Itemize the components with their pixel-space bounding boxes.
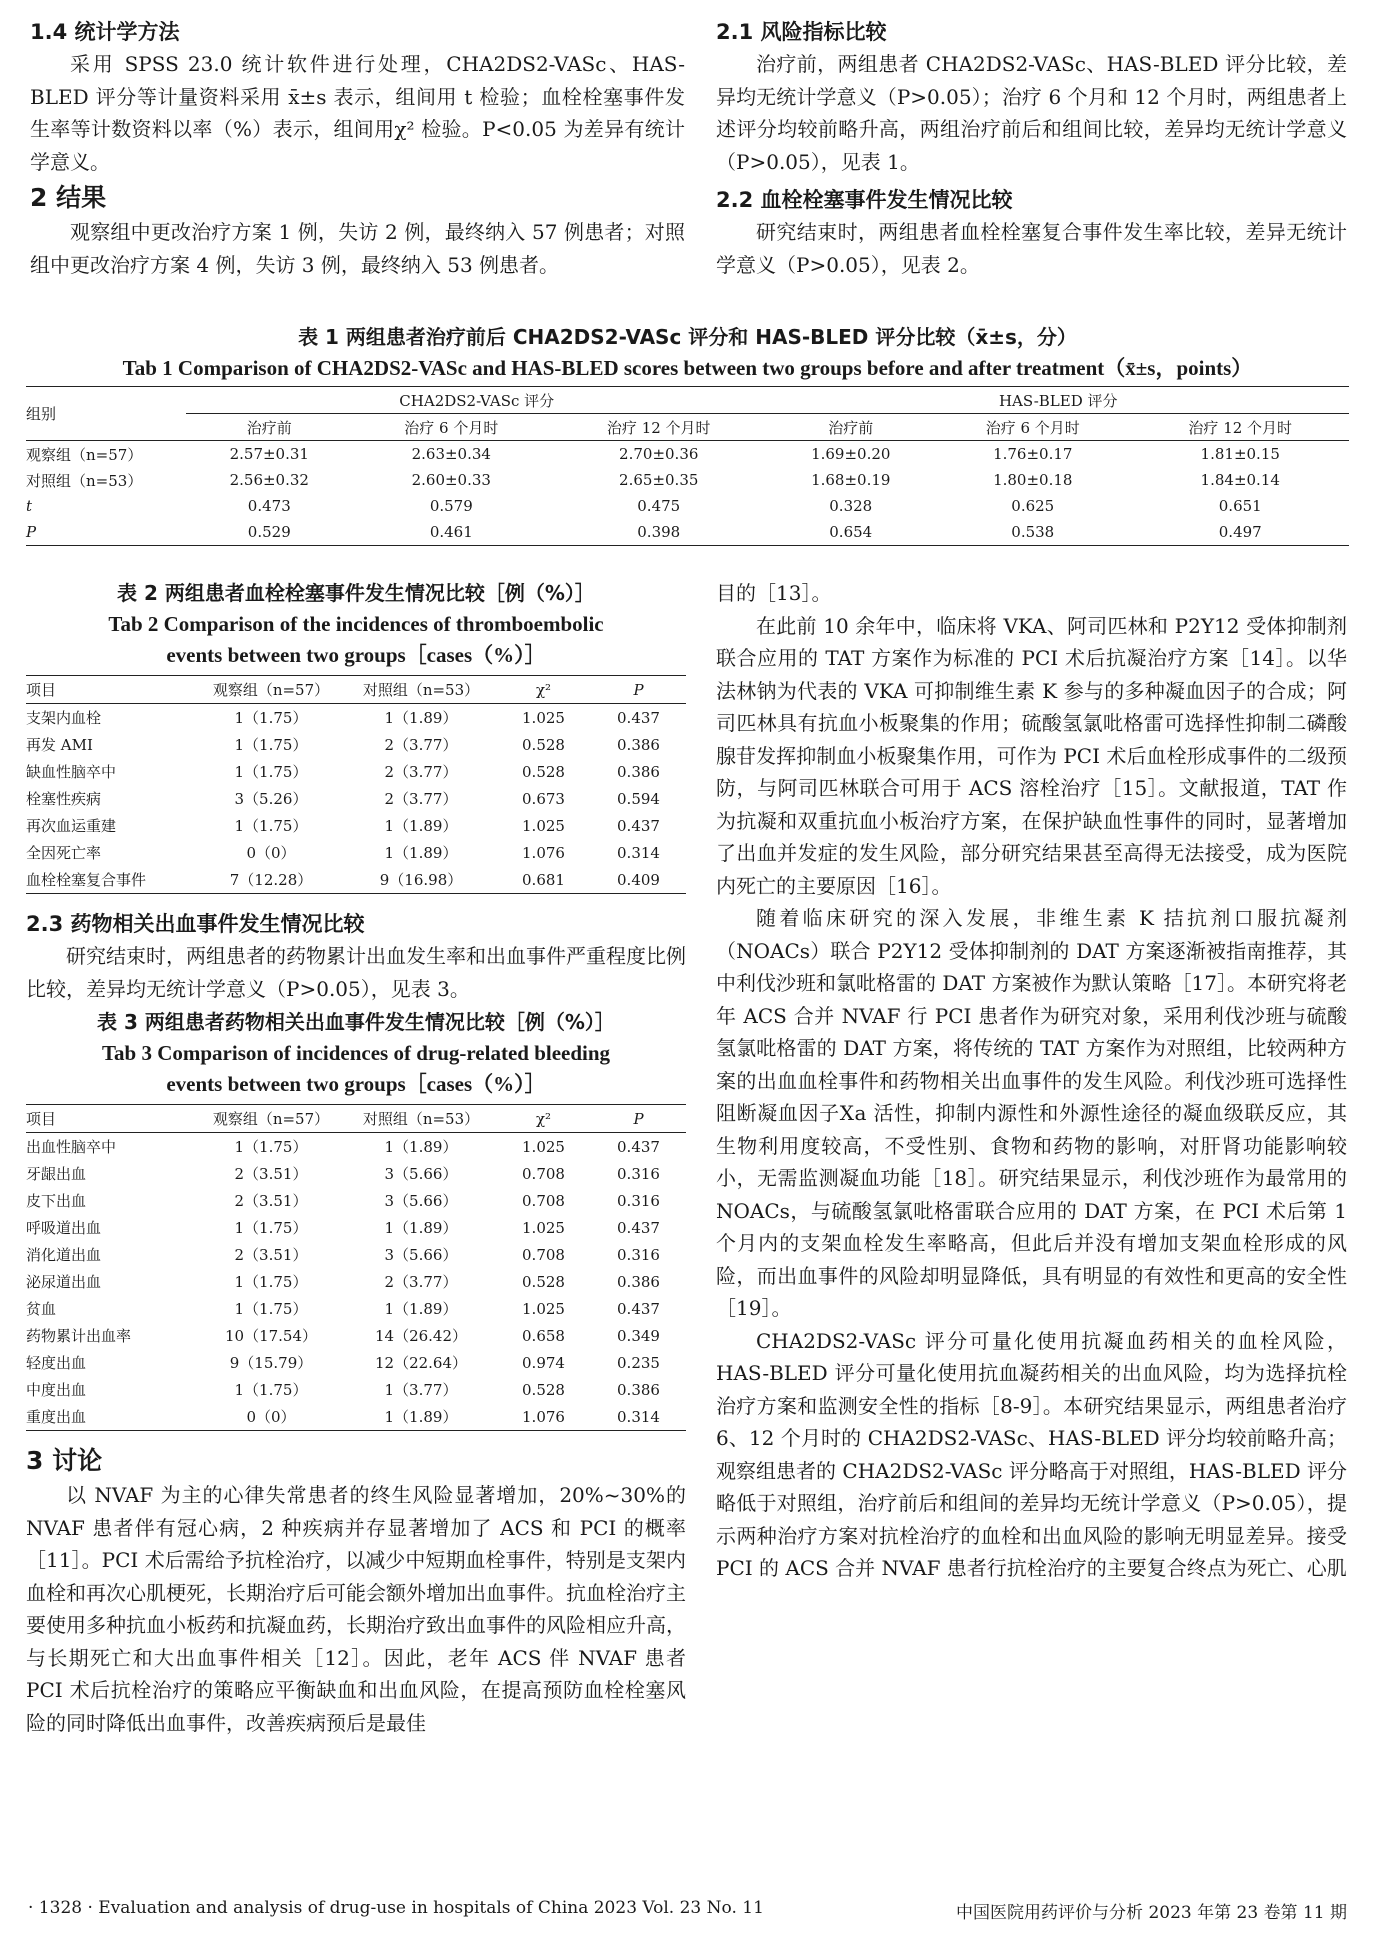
table-1-cell: 0.654 [829,523,873,541]
table-2-cell: 1.025 [522,816,565,835]
table-3-cell: 1（1.75） [234,1138,308,1156]
table-3-cell: 1（1.89） [384,1219,458,1237]
table-1-row-label: t [26,497,33,515]
table-3-cell: 0.528 [522,1272,565,1291]
table-3-cell: 2（3.51） [234,1192,308,1210]
table-3-cell: 贫血 [26,1300,57,1318]
table-row [26,1187,686,1214]
table-3-cell: 3（5.66） [384,1192,458,1210]
table-1-cell: 1.76±0.17 [993,445,1073,463]
table-2-cell: 1（1.89） [384,817,458,835]
table-row [26,1214,686,1241]
table-1-cell: 0.497 [1218,523,1262,541]
table-1-cell: 2.60±0.33 [411,471,491,489]
table-1-subheader: 治疗前 [246,418,292,437]
table-3-cell: 皮下出血 [26,1192,87,1210]
section-3-heading: 3 讨论 [26,1446,103,1475]
table-3-cell: 0.316 [617,1245,660,1264]
table-3-cell: 1.025 [522,1137,565,1156]
table-2-cell: 再次血运重建 [26,817,117,835]
table-1-cell: 1.81±0.15 [1200,445,1280,463]
table-3-cell: 1（1.75） [234,1300,308,1318]
section-1-4-heading: 1.4 统计学方法 [30,20,180,44]
table-row [26,1295,686,1322]
table-2-cell: 2（3.77） [384,763,458,781]
table-2-header: P [633,680,644,699]
table-3-cell: 0.437 [617,1299,660,1318]
table-1-row-label: 对照组（n=53） [26,471,143,490]
table-row [26,839,686,866]
table-1-span-cha: CHA2DS2-VASc 评分 [186,387,767,414]
section-1-4-text: 采用 SPSS 23.0 统计软件进行处理，CHA2DS2-VASc、HAS-BLED 评分等计量资料采用 x̄±s 表示，组间用 t 检验；血栓栓塞事件发生率等计数资料以率（%）表示，组间用χ² 检验。P<0.05 为差异有统计学意义。 [30,52,685,174]
table-row [26,1322,686,1349]
table-3-cell: 1.025 [522,1299,565,1318]
table-2-header: 项目 [26,681,57,699]
table-3-cell: 1.025 [522,1218,565,1237]
table-1 [26,386,1349,546]
table-3-cell: 0.437 [617,1137,660,1156]
table-row [26,1241,686,1268]
table-2-cell: 0（0） [246,844,296,862]
section-2-2-heading: 2.2 血栓栓塞事件发生情况比较 [716,188,1013,212]
section-2-3-text: 研究结束时，两组患者的药物累计出血发生率和出血事件严重程度比例比较，差异均无统计学意义（P>0.05），见表 3。 [26,944,686,1001]
table-2-cell: 栓塞性疾病 [26,790,102,808]
table-row [26,519,1349,546]
table-2-cell: 支架内血栓 [26,709,102,727]
table-3-cell: 1（1.89） [384,1138,458,1156]
table-row [26,731,686,758]
table-3-cell: 0.386 [617,1380,660,1399]
table-3-cell: 3（5.66） [384,1246,458,1264]
table-3-cell: 出血性脑卒中 [26,1138,117,1156]
table-3-cell: 0.708 [522,1164,565,1183]
section-2-3-heading: 2.3 药物相关出血事件发生情况比较 [26,912,365,936]
table-1-cell: 0.328 [829,497,873,515]
table-3-cell: 0（0） [246,1408,296,1426]
table-2-cell: 3（5.26） [234,790,308,808]
section-2-1-heading: 2.1 风险指标比较 [716,20,887,44]
table-2-cell: 7（12.28） [229,871,313,889]
table-2-header: χ² [535,680,552,699]
table-row [26,812,686,839]
table-3-header: P [633,1109,644,1128]
table-2-cell: 1.025 [522,708,565,727]
table-3-cell: 0.349 [617,1326,660,1345]
table-2-cell: 1（1.75） [234,763,308,781]
footer-right: 中国医院用药评价与分析 2023 年第 23 卷第 11 期 [956,1903,1347,1923]
table-2-cell: 1（1.75） [234,709,308,727]
table-2-cell: 缺血性脑卒中 [26,763,117,781]
table-row [26,704,686,732]
table-3-cell: 0.316 [617,1164,660,1183]
right-col-p3: CHA2DS2-VASc 评分可量化使用抗凝血药相关的血栓风险，HAS-BLED 评分可量化使用抗血凝药相关的出血风险，均为选择抗栓治疗方案和监测安全性的指标［8-9］。本研究结果显示，两组患者治疗 6、12 个月时的 CHA2DS2-VASc、HAS-BLED 评分均较前略升高；观察组患者的 CHA2DS2-VASc 评分略高于对照组，HAS-BLED 评分略低于对照组，治疗前后和组间的差异均无统计学意义（P>0.05），提示两种治疗方案对抗栓治疗的血栓和出血风险的影响无明显差异。接受 PCI 的 ACS 合并 NVAF 患者行抗栓治疗的主要复合终点为死亡、心肌 [716,1328,1347,1580]
table-2-cell: 2（3.77） [384,736,458,754]
table-2-cell: 全因死亡率 [26,844,102,862]
table-1-cell: 0.529 [247,523,291,541]
table-1-cell: 0.625 [1011,497,1055,515]
table-3-cell: 轻度出血 [26,1354,87,1372]
table-2-cell: 0.386 [617,762,660,781]
table-3-cell: 3（5.66） [384,1165,458,1183]
table-row [26,1133,686,1161]
table-2-cell: 0.386 [617,735,660,754]
table-2-cell: 0.437 [617,708,660,727]
table-3-cell: 1（1.89） [384,1408,458,1426]
table-1-caption-zh: 表 1 两组患者治疗前后 CHA2DS2-VASc 评分和 HAS-BLED 评分比较（x̄±s，分） [298,325,1077,349]
right-col-p2: 随着临床研究的深入发展，非维生素 K 拮抗剂口服抗凝剂（NOACs）联合 P2Y12 受体抑制剂的 DAT 方案逐渐被指南推荐，其中利伐沙班和氯吡格雷的 DAT 方案被作为默认策略［17］。本研究将老年 ACS 合并 NVAF 行 PCI 患者作为研究对象，采用利伐沙班与硫酸氢氯吡格雷的 DAT 方案，将传统的 TAT 方案作为对照组，比较两种方案的出血血栓事件和药物相关出血事件的发生风险。利伐沙班可选择性阻断凝血因子Ⅹa 活性，抑制内源性和外源性途径的凝血级联反应，其生物利用度较高，不受性别、食物和药物的影响，对肝肾功能影响较小，无需监测凝血功能［18］。研究结果显示，利伐沙班作为最常用的 NOACs，与硫酸氢氯吡格雷联合应用的 DAT 方案，在 PCI 术后第 1 个月内的支架血栓发生率略高，但此后并没有增加支架血栓形成的风险，而出血事件的风险却明显降低，具有明显的有效性和更高的安全性［19］。 [716,906,1347,1320]
footer-left: · 1328 · Evaluation and analysis of drug-use in hospitals of China 2023 Vol. 23 No. 11 [28,1898,764,1918]
table-3-cell: 1（3.77） [384,1381,458,1399]
table-2-caption-zh: 表 2 两组患者血栓栓塞事件发生情况比较［例（%）］ [117,581,595,605]
table-1-subheader: 治疗 12 个月时 [1188,418,1293,437]
table-2-cell: 0.437 [617,816,660,835]
table-3-cell: 1（1.75） [234,1273,308,1291]
table-1-subheader: 治疗 6 个月时 [985,418,1080,437]
table-2-cell: 1（1.89） [384,709,458,727]
table-3-cell: 2（3.51） [234,1165,308,1183]
table-2-cell: 1（1.75） [234,817,308,835]
table-3-cell: 0.314 [617,1407,660,1426]
table-row [26,1160,686,1187]
section-2-heading: 2 结果 [30,183,107,212]
table-1-cell: 0.651 [1218,497,1262,515]
table-1-cell: 0.538 [1011,523,1055,541]
table-3-cell: 0.386 [617,1272,660,1291]
table-1-cell: 1.69±0.20 [811,445,891,463]
table-1-block [26,322,1349,546]
table-1-subheader: 治疗 6 个月时 [404,418,499,437]
table-row [26,1268,686,1295]
table-3-cell: 1（1.75） [234,1219,308,1237]
table-3-cell: 1（1.75） [234,1381,308,1399]
table-row [26,1376,686,1403]
table-1-cell: 2.56±0.32 [229,471,309,489]
section-2-text: 观察组中更改治疗方案 1 例，失访 2 例，最终纳入 57 例患者；对照组中更改治疗方案 4 例，失访 3 例，最终纳入 53 例患者。 [30,220,685,277]
table-1-group-header: 组别 [26,405,57,423]
table-2-caption-en-1: Tab 2 Comparison of the incidences of thromboembolic [108,612,604,636]
table-2-cell: 0.528 [522,735,565,754]
table-2-cell: 1.076 [522,843,565,862]
table-2-cell: 0.528 [522,762,565,781]
table-3-header: 项目 [26,1110,57,1128]
table-3-caption-zh: 表 3 两组患者药物相关出血事件发生情况比较［例（%）］ [97,1010,615,1034]
table-3-cell: 9（15.79） [229,1354,313,1372]
table-1-cell: 2.65±0.35 [619,471,699,489]
table-3-cell: 0.437 [617,1218,660,1237]
table-2-cell: 0.314 [617,843,660,862]
table-3-cell: 0.658 [522,1326,565,1345]
table-2-cell: 再发 AMI [26,736,93,754]
table-1-cell: 1.80±0.18 [993,471,1073,489]
table-2-cell: 0.409 [617,870,660,889]
table-3-cell: 重度出血 [26,1408,87,1426]
right-top-column [716,16,1347,281]
table-1-cell: 0.473 [247,497,291,515]
table-3-cell: 12（22.64） [374,1354,468,1372]
table-3-cell: 中度出血 [26,1381,87,1399]
table-3-cell: 1（1.89） [384,1300,458,1318]
table-3-header: 对照组（n=53） [362,1110,480,1128]
table-3-cell: 1.076 [522,1407,565,1426]
table-3-cell: 2（3.51） [234,1246,308,1264]
table-row [26,758,686,785]
table-1-cell: 2.57±0.31 [229,445,309,463]
table-1-cell: 0.475 [637,497,681,515]
table-row [26,785,686,812]
table-3-cell: 10（17.54） [224,1327,318,1345]
table-1-row-label: P [26,523,37,541]
table-3-header: χ² [535,1109,552,1128]
left-lower-column [26,578,686,1739]
section-2-1-text: 治疗前，两组患者 CHA2DS2-VASc、HAS-BLED 评分比较，差异均无统计学意义（P>0.05）；治疗 6 个月和 12 个月时，两组患者上述评分均较前略升高，两组治疗前后和组间比较，差异均无统计学意义（P>0.05），见表 1。 [716,52,1347,174]
table-3-header: 观察组（n=57） [212,1110,330,1128]
table-3-cell: 牙龈出血 [26,1165,87,1183]
table-3 [26,1104,686,1431]
table-1-cell: 2.63±0.34 [411,445,491,463]
table-1-cell: 1.68±0.19 [811,471,891,489]
table-2-cell: 0.681 [522,870,565,889]
table-2-cell: 0.673 [522,789,565,808]
table-3-cell: 2（3.77） [384,1273,458,1291]
table-1-cell: 2.70±0.36 [619,445,699,463]
table-1-span-has: HAS-BLED 评分 [767,387,1349,414]
table-row [26,441,1349,468]
table-3-cell: 14（26.42） [374,1327,468,1345]
table-2-header: 观察组（n=57） [212,681,330,699]
table-3-cell: 泌尿道出血 [26,1273,102,1291]
right-lower-column [716,577,1347,1585]
table-3-cell: 消化道出血 [26,1246,102,1264]
table-3-cell: 0.974 [522,1353,565,1372]
left-top-column [30,16,685,281]
table-row [26,493,1349,519]
table-1-subheader: 治疗 12 个月时 [606,418,711,437]
table-2-cell: 血栓栓塞复合事件 [26,871,147,889]
table-2-cell: 1（1.75） [234,736,308,754]
section-2-2-text: 研究结束时，两组患者血栓栓塞复合事件发生率比较，差异无统计学意义（P>0.05），见表 2。 [716,220,1347,277]
table-1-cell: 0.398 [637,523,681,541]
table-1-cell: 1.84±0.14 [1200,471,1280,489]
right-col-p1: 在此前 10 余年中，临床将 VKA、阿司匹林和 P2Y12 受体抑制剂联合应用的 TAT 方案作为标准的 PCI 术后抗凝治疗方案［14］。以华法林钠为代表的 VKA 可抑制维生素 K 参与的多种凝血因子的合成；阿司匹林具有抗血小板聚集的作用；硫酸氢氯吡格雷可选择性抑制二磷酸腺苷发挥抑制血小板聚集作用，可作为 PCI 术后血栓形成事件的二级预防，与阿司匹林联合可用于 ACS 溶栓治疗［15］。文献报道，TAT 作为抗凝和双重抗血小板治疗方案，在保护缺血性事件的同时，显著增加了出血并发症的发生风险，部分研究结果甚至高得无法接受，成为医院内死亡的主要原因［16］。 [716,613,1347,898]
table-3-caption-en-1: Tab 3 Comparison of incidences of drug-related bleeding [101,1041,611,1065]
table-1-caption-en: Tab 1 Comparison of CHA2DS2-VASc and HAS-BLED scores between two groups before and after treatment（x̄±s，points） [122,356,1253,380]
table-row [26,1403,686,1431]
table-1-cell: 0.461 [429,523,473,541]
table-2-header: 对照组（n=53） [362,681,480,699]
table-row [26,1349,686,1376]
table-2 [26,675,686,894]
table-3-cell: 0.235 [617,1353,660,1372]
table-2-cell: 0.594 [617,789,660,808]
table-3-cell: 呼吸道出血 [26,1219,102,1237]
section-3-paragraph: 以 NVAF 为主的心律失常患者的终生风险显著增加，20%~30%的 NVAF 患者伴有冠心病，2 种疾病并存显著增加了 ACS 和 PCI 的概率［11］。PCI 术后需给予抗栓治疗，以减少中短期血栓事件，特别是支架内血栓和再次心肌梗死，长期治疗后可能会额外增加出血事件。抗血栓治疗主要使用多种抗血小板药和抗凝血药，长期治疗致出血事件的风险相应升高，与长期死亡和大出血事件相关［12］。因此，老年 ACS 伴 NVAF 患者 PCI 术后抗栓治疗的策略应平衡缺血和出血风险，在提高预防血栓栓塞风险的同时降低出血事件，改善疾病预后是最佳 [26,1483,686,1735]
table-1-subheader: 治疗前 [828,418,874,437]
table-row [26,866,686,894]
table-1-row-label: 观察组（n=57） [26,445,143,464]
right-col-p0: 目的［13］。 [716,581,832,605]
table-2-cell: 9（16.98） [379,871,463,889]
table-row [26,467,1349,493]
table-1-cell: 0.579 [429,497,473,515]
table-3-cell: 0.708 [522,1245,565,1264]
table-2-caption-en-2: events between two groups［cases（%）］ [166,643,546,667]
table-3-caption-en-2: events between two groups［cases（%）］ [166,1072,546,1096]
table-3-cell: 0.316 [617,1191,660,1210]
table-3-cell: 0.528 [522,1380,565,1399]
table-2-cell: 2（3.77） [384,790,458,808]
table-2-cell: 1（1.89） [384,844,458,862]
table-3-cell: 药物累计出血率 [26,1327,132,1345]
table-3-cell: 0.708 [522,1191,565,1210]
